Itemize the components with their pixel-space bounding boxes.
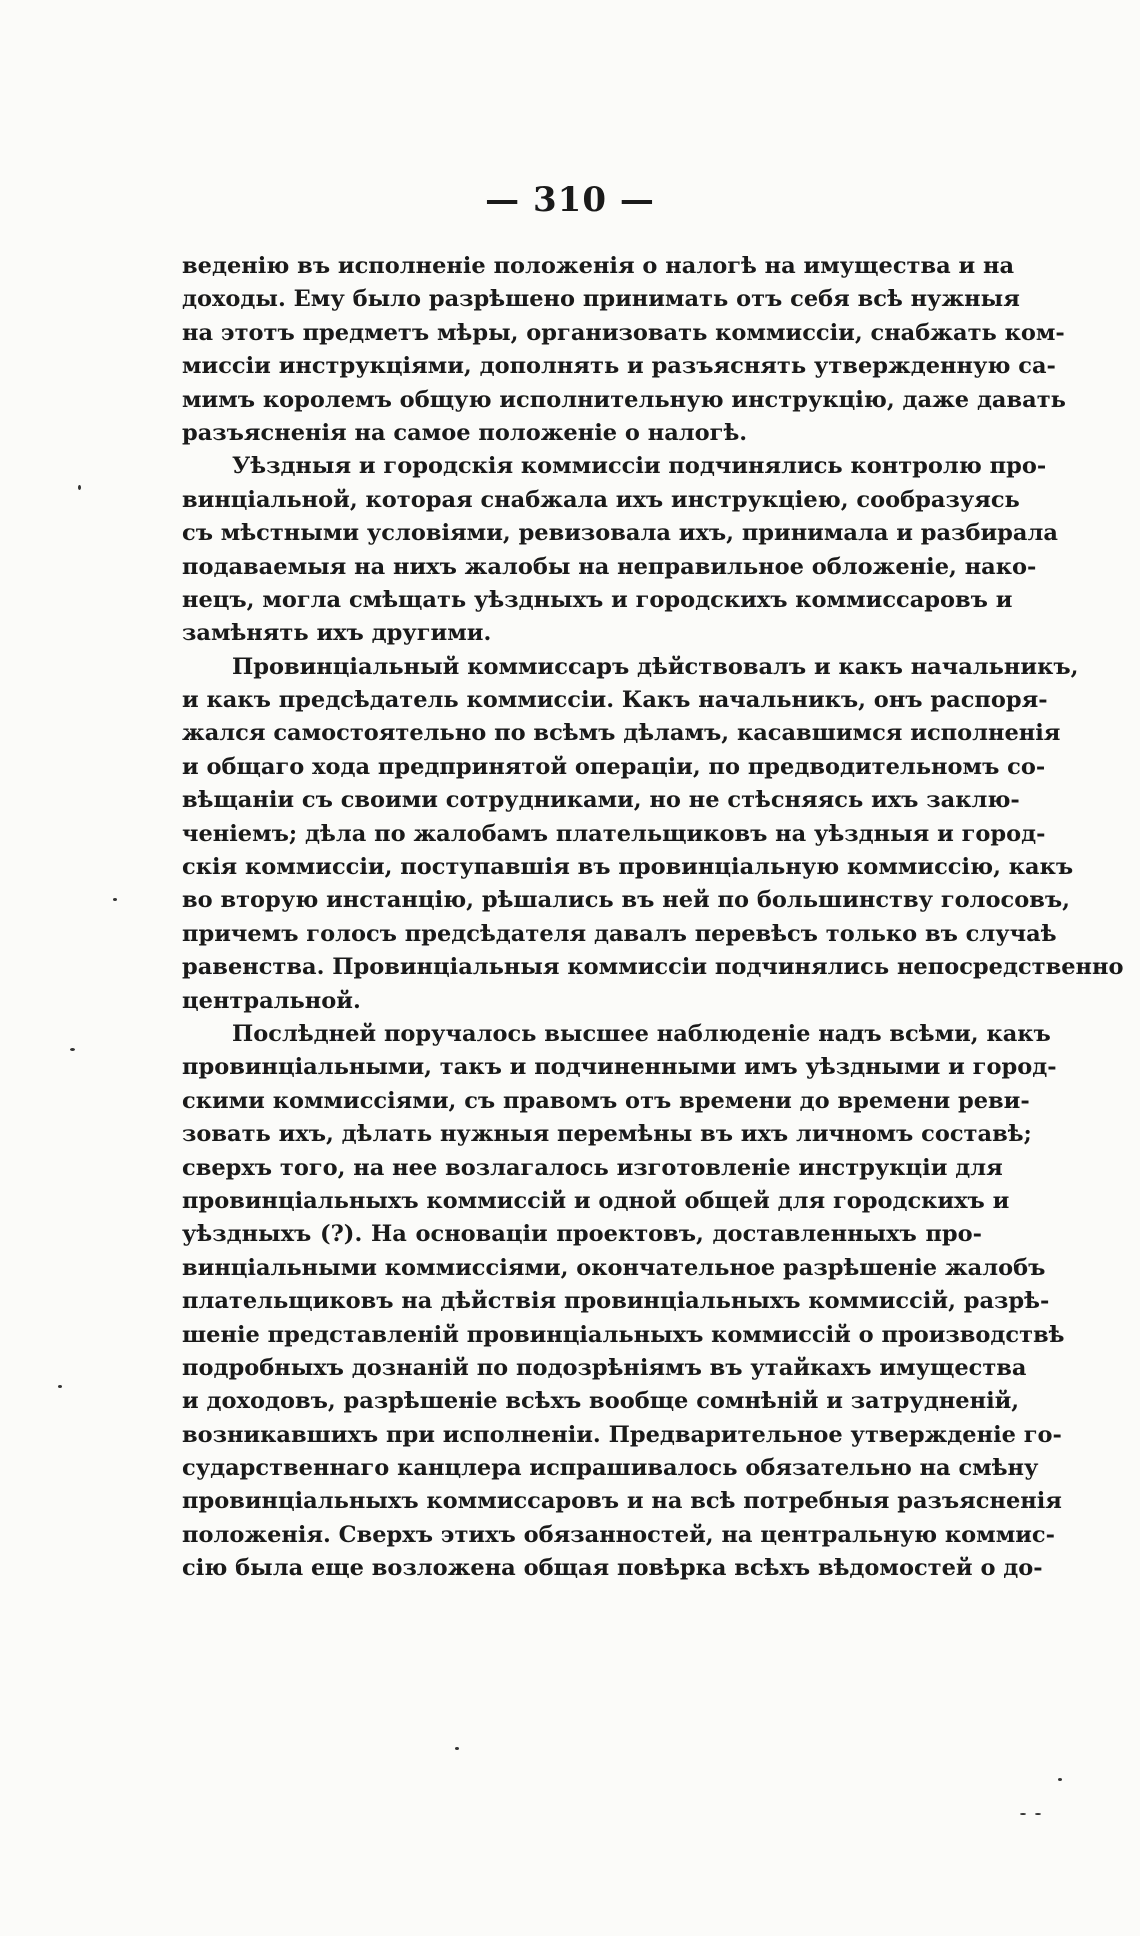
scan-speck bbox=[78, 485, 81, 490]
text-line: и какъ предсѣдатель коммиссіи. Какъ начальникъ, онъ распоря- bbox=[182, 687, 1048, 714]
text-line: веденію въ исполненіе положенія о налогѣ на имущества и на bbox=[182, 253, 1015, 279]
scan-speck bbox=[1020, 1813, 1026, 1815]
scan-speck bbox=[58, 1385, 62, 1388]
text-line: мимъ королемъ общую исполнительную инструкцію, даже давать bbox=[182, 386, 1066, 413]
text-line: скія коммиссіи, поступавшія въ провинціальную коммиссію, какъ bbox=[182, 854, 1074, 881]
text-line: разъясненія на самое положеніе о налогѣ. bbox=[182, 419, 748, 446]
scan-speck bbox=[1058, 1778, 1062, 1781]
text-line: подаваемыя на нихъ жалобы на неправильное обложеніе, нако- bbox=[182, 553, 1037, 580]
text-line: Послѣдней поручалось высшее наблюденіе надъ всѣми, какъ bbox=[232, 1020, 1051, 1047]
text-line: жался самостоятельно по всѣмъ дѣламъ, касавшимся исполненія bbox=[182, 720, 1061, 747]
text-line: Уѣздныя и городскія коммиссіи подчинялись контролю про- bbox=[232, 453, 1047, 480]
text-line: возникавшихъ при исполненіи. Предварительное утвержденіе го- bbox=[182, 1421, 1062, 1448]
paragraph-3 bbox=[182, 651, 1124, 1018]
text-line: замѣнять ихъ другими. bbox=[182, 620, 492, 647]
text-line: и доходовъ, разрѣшеніе всѣхъ вообще сомнѣній и затрудненій, bbox=[182, 1388, 1020, 1415]
text-line: подробныхъ дознаній по подозрѣніямъ въ утайкахъ имущества bbox=[182, 1354, 1027, 1381]
text-line: равенства. Провинціальныя коммиссіи подчинялись непосредственно bbox=[182, 954, 1124, 981]
text-line: во вторую инстанцію, рѣшались въ ней по большинству голосовъ, bbox=[182, 887, 1070, 914]
text-line: миссіи инструкціями, дополнять и разъяснять утвержденную са- bbox=[182, 353, 1056, 380]
paragraph-4 bbox=[182, 1018, 1065, 1586]
text-line: провинціальныхъ коммиссій и одной общей для городскихъ и bbox=[182, 1187, 1010, 1214]
text-line: и общаго хода предпринятой операціи, по предводительномъ со- bbox=[182, 753, 1046, 780]
text-line: винціальными коммиссіями, окончательное разрѣшеніе жалобъ bbox=[182, 1254, 1046, 1281]
text-line: вѣщаніи съ своими сотрудниками, но не стѣсняясь ихъ заклю- bbox=[182, 787, 1020, 814]
text-line: уѣздныхъ (?). На основаціи проектовъ, доставленныхъ про- bbox=[182, 1221, 982, 1248]
text-line: провинціальными, такъ и подчиненными имъ уѣздными и город- bbox=[182, 1054, 1057, 1081]
scan-speck bbox=[1035, 1813, 1041, 1815]
body-text bbox=[182, 250, 1124, 1586]
text-line: винціальной, которая снабжала ихъ инструкціею, сообразуясь bbox=[182, 486, 1020, 513]
paragraph-1 bbox=[182, 250, 1066, 450]
scan-speck bbox=[113, 898, 117, 901]
page-number: — 310 — bbox=[485, 180, 655, 220]
text-line: сверхъ того, на нее возлагалось изготовленіе инструкціи для bbox=[182, 1154, 1003, 1181]
paragraph-2 bbox=[182, 450, 1058, 650]
text-line: центральной. bbox=[182, 987, 361, 1014]
text-line: зовать ихъ, дѣлать нужныя перемѣны въ ихъ личномъ составѣ; bbox=[182, 1121, 1032, 1148]
text-line: Провинціальный коммиссаръ дѣйствовалъ и какъ начальникъ, bbox=[232, 653, 1079, 680]
text-line: скими коммиссіями, съ правомъ отъ времени до времени реви- bbox=[182, 1087, 1030, 1114]
text-line: доходы. Ему было разрѣшено принимать отъ себя всѣ нужныя bbox=[182, 286, 1020, 313]
text-line: сію была еще возложена общая повѣрка всѣхъ вѣдомостей о до- bbox=[182, 1555, 1043, 1582]
scan-speck bbox=[70, 1048, 75, 1051]
text-line: сударственнаго канцлера испрашивалось обязательно на смѣну bbox=[182, 1455, 1039, 1482]
text-line: нецъ, могла смѣщать уѣздныхъ и городскихъ коммиссаровъ и bbox=[182, 586, 1013, 613]
scan-speck bbox=[455, 1747, 459, 1750]
text-line: положенія. Сверхъ этихъ обязанностей, на центральную коммис- bbox=[182, 1521, 1055, 1548]
text-line: ченіемъ; дѣла по жалобамъ плательщиковъ на уѣздныя и город- bbox=[182, 820, 1046, 847]
text-line: плательщиковъ на дѣйствія провинціальныхъ коммиссій, разрѣ- bbox=[182, 1288, 1050, 1315]
text-line: провинціальныхъ коммиссаровъ и на всѣ потребныя разъясненія bbox=[182, 1488, 1062, 1515]
text-line: на этотъ предметъ мѣры, организовать коммиссіи, снабжать ком- bbox=[182, 319, 1065, 346]
text-line: шеніе представленій провинціальныхъ коммиссій о производствѣ bbox=[182, 1321, 1065, 1348]
text-line: причемъ голосъ предсѣдателя давалъ перевѣсъ только въ случаѣ bbox=[182, 920, 1057, 947]
text-line: съ мѣстными условіями, ревизовала ихъ, принимала и разбирала bbox=[182, 520, 1058, 547]
